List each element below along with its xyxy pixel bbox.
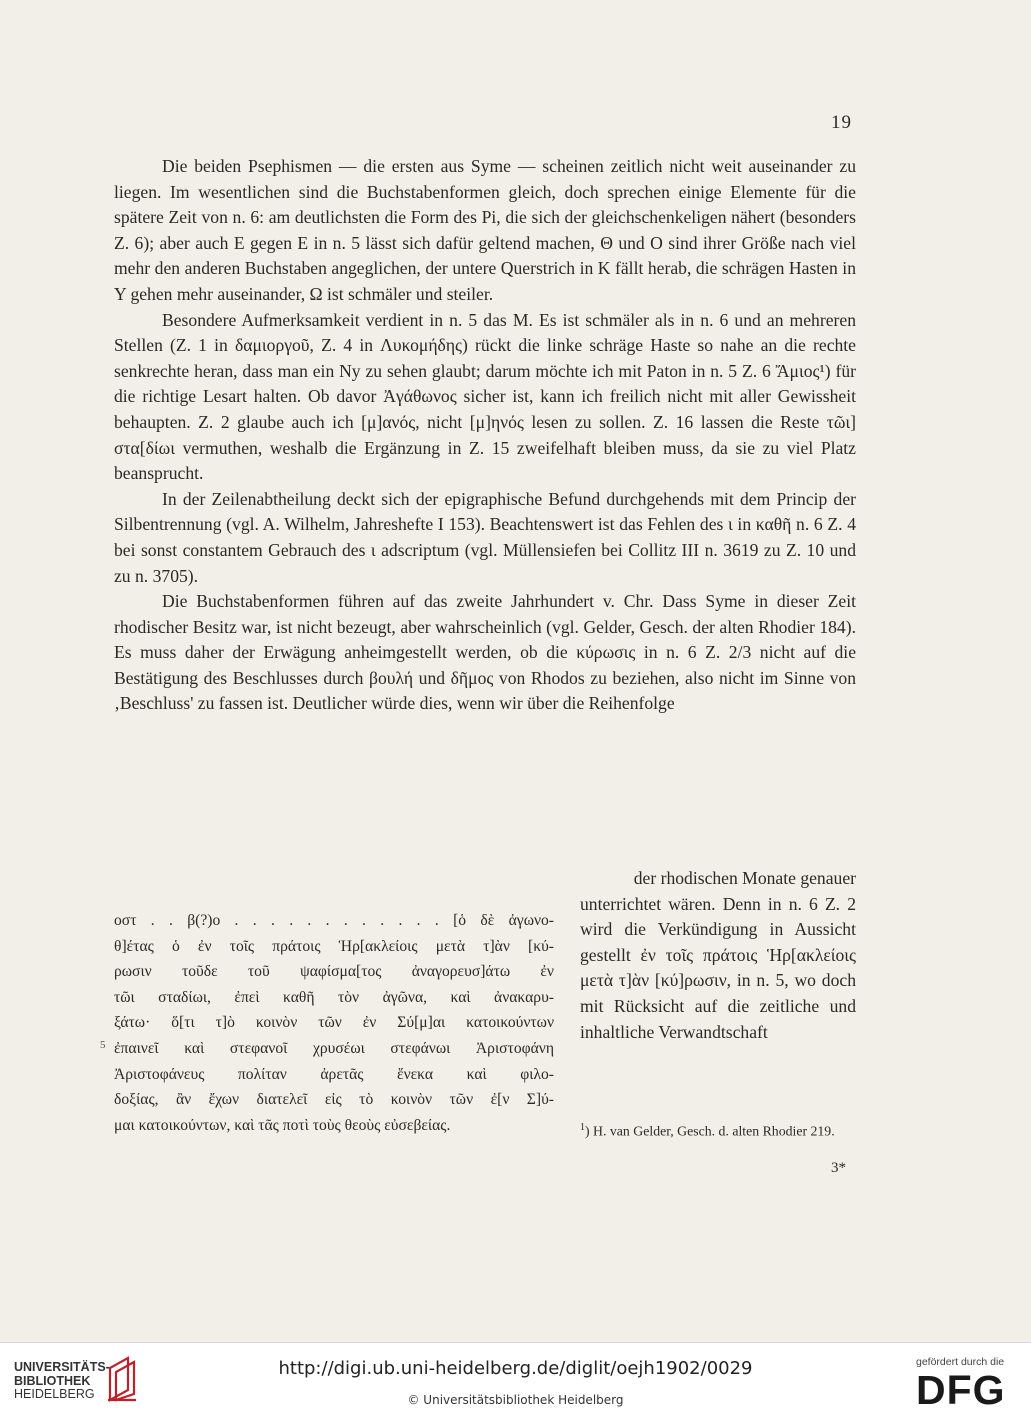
- footnote-mark: 1: [580, 1122, 585, 1133]
- inscription-line: δοξίας, ἂν ἔχων διατελεῖ εἰς τὸ κοινὸν τῶν ἐ[ν Σ]ύ-: [114, 1091, 554, 1109]
- footer-bar: [0, 1342, 1031, 1420]
- copyright-notice: © Universitätsbibliothek Heidelberg: [407, 1393, 624, 1407]
- paragraph-2: Besondere Aufmerksamkeit verdient in n. 5 das Μ. Es ist schmäler als in n. 6 und an mehreren Stellen (Z. 1 in δαμιοργοῦ, Z. 4 in Λυκομήδης) rückt die linke schräge Haste so nahe an die rechte senkrechte heran, dass man ein Ny zu sehen glaubt; darum möchte ich mit Paton in n. 5 Z. 6 Ἄμιος¹) für die richtige Lesart halten. Ob davor Ἀγάθωνος sicher ist, kann ich freilich nicht mit aller Gewissheit behaupten. Z. 2 glaube auch ich [μ]ανός, nicht [μ]ηνός lesen zu sollen. Z. 16 lassen die Reste τῶι] στα[δίωι vermuthen, weshalb die Ergänzung in Z. 15 zweifelhaft bleiben muss, da sie zu viel Platz beansprucht.: [114, 309, 856, 484]
- permalink-url[interactable]: http://digi.ub.uni-heidelberg.de/diglit/oejh1902/0029: [278, 1358, 753, 1379]
- inscription-line: οστ . . β(?)ο . . . . . . . . . . . . [ὁ δὲ ἀγωνο-: [114, 912, 554, 929]
- library-name-line2: BIBLIOTHEK: [14, 1373, 91, 1388]
- inscription-line: θ]έτας ὁ ἐν τοῖς πράτοις Ἡρ[ακλείοις μετὰ τ]ὰν [κύ-: [114, 937, 554, 955]
- inscription-line: ρωσιν τοῦδε τοῦ ψαφίσμα[τος ἀναγορευσ]άτω ἐν: [114, 963, 554, 981]
- right-column-text: [580, 866, 856, 1045]
- paragraph-4: Die Buchstabenformen führen auf das zweite Jahrhundert v. Chr. Dass Syme in dieser Zeit rhodischer Besitz war, ist nicht bezeugt, aber wahrscheinlich (vgl. Gelder, Gesch. der alten Rhodier 184). Es muss daher der Erwägung anheimgestellt werden, ob die κύρωσις in n. 6 Z. 2/3 nicht auf die Bestätigung des Beschlusses durch βουλή und δῆμος von Rhodos zu beziehen, also nicht im Sinne von ‚Beschluss' zu fassen ist. Deutlicher würde dies, wenn wir über die Reihenfolge: [114, 591, 856, 714]
- inscription-line: Ἀριστοφάνευς πολίταν ἀρετᾶς ἕνεκα καὶ φιλο-: [114, 1065, 554, 1083]
- inscription-line: μαι κατοικούντων, καὶ τᾶς ποτὶ τοὺς θεοὺς εὐσεβείας.: [114, 1116, 451, 1134]
- library-name-line1: UNIVERSITÄTS-: [14, 1360, 110, 1374]
- dfg-logo[interactable]: DFG: [916, 1367, 1006, 1413]
- right-column-body: unterrichtet wären. Denn in n. 6 Z. 2 wird die Verkündigung in Aussicht gestellt ἐν τοῖς πράτοις Ἡρ[ακλείοις μετὰ τ]ὰν [κύ]ρωσιν, in n. 5, wo doch mit Rücksicht auf die zeitliche und inhaltliche Verwandtschaft: [580, 893, 856, 1042]
- page-number: 19: [831, 112, 852, 133]
- inscription-line: τῶι σταδίωι, ἐπεὶ καθῆ τὸν ἀγῶνα, καὶ ἀνακαρυ-: [114, 988, 554, 1006]
- inscription-line: ἐπαινεῖ καὶ στεφανοῖ χρυσέωι στεφάνωι Ἀριστοφάνη: [114, 1039, 554, 1057]
- greek-inscription: [114, 908, 554, 1138]
- footnote-text: ) H. van Gelder, Gesch. d. alten Rhodier 219.: [585, 1123, 835, 1139]
- right-column-lead: der rhodischen Monate genauer: [633, 868, 856, 888]
- footnote: [580, 1117, 856, 1143]
- folio-signature: 3*: [831, 1160, 846, 1176]
- paragraph-3: In der Zeilenabtheilung deckt sich der epigraphische Befund durchgehends mit dem Princip der Silbentrennung (vgl. A. Wilhelm, Jahreshefte I 153). Beachtenswert ist das Fehlen des ι in καθῆ n. 6 Z. 4 bei sonst constantem Gebrauch des ι adscriptum (vgl. Müllensiefen bei Collitz III n. 3619 zu Z. 10 und zu n. 3705).: [114, 488, 856, 586]
- inscription-line: ξάτω· ὅ[τι τ]ὸ κοινὸν τῶν ἐν Σύ[μ]αι κατοικούντων: [114, 1014, 554, 1032]
- body-text: [114, 154, 856, 717]
- inscription-line-number: 5: [100, 1039, 106, 1051]
- funder-label: gefördert durch die: [916, 1356, 1005, 1368]
- paragraph-1: Die beiden Psephismen — die ersten aus Syme — scheinen zeitlich nicht weit auseinander zu liegen. Im wesentlichen sind die Buchstabenformen gleich, doch sprechen einige Elemente für die spätere Zeit von n. 6: am deutlichsten die Form des Pi, die sich der gleichschenkeligen nähert (besonders Z. 6); aber auch Ε gegen Ε in n. 5 lässt sich dafür geltend machen, Θ und Ο sind ihrer Größe nach viel mehr den anderen Buchstaben angeglichen, der untere Querstrich in Κ fällt herab, die schrägen Hasten in Υ gehen mehr auseinander, Ω ist schmäler und steiler.: [114, 156, 856, 304]
- library-name-line3: HEIDELBERG: [14, 1387, 95, 1401]
